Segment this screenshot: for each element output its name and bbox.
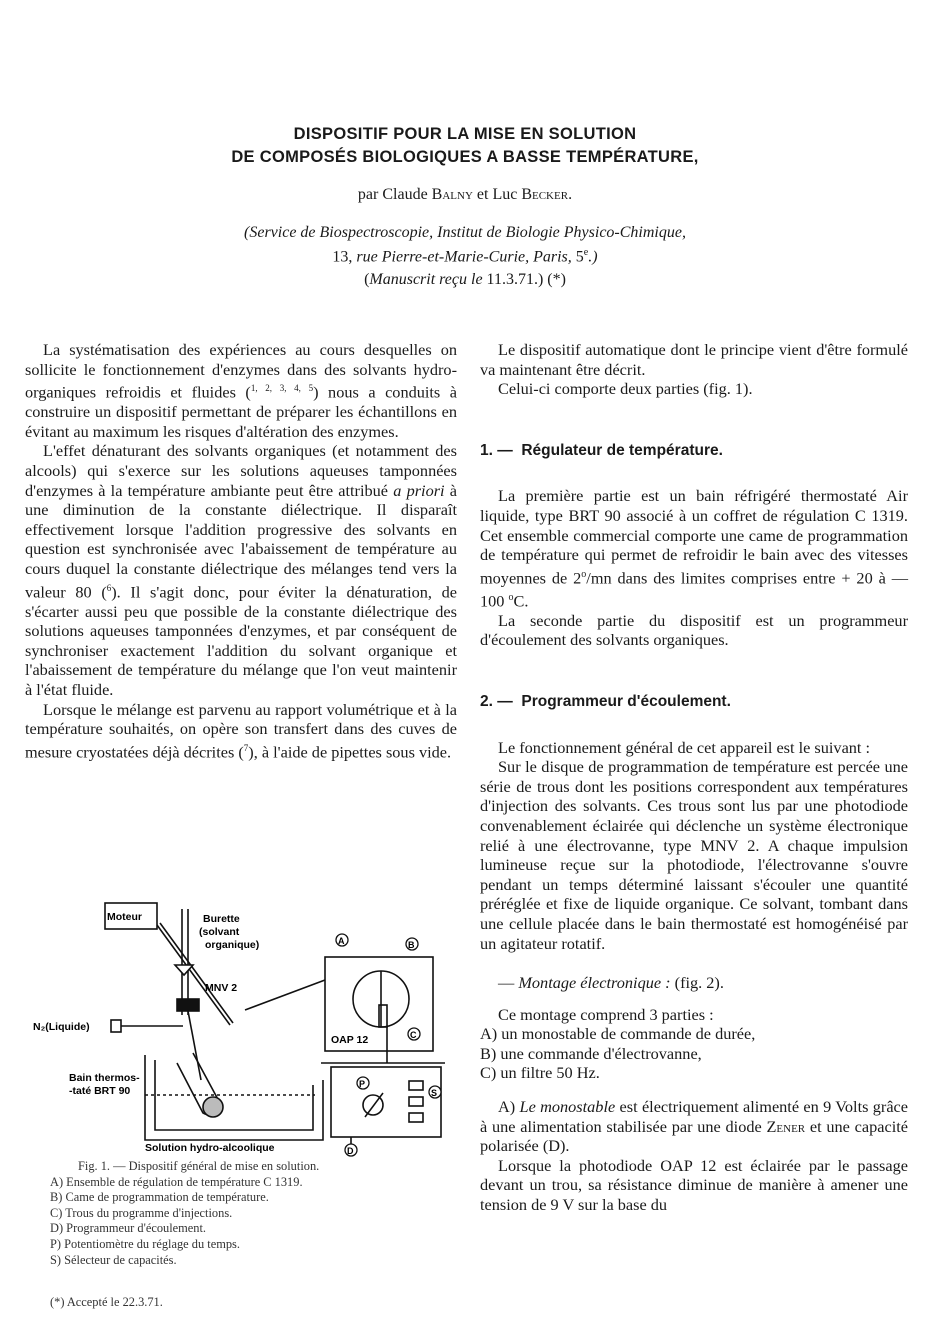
moteur-label: Moteur [107,911,142,923]
label-a: A [338,936,345,946]
caption-title: Fig. 1. — Dispositif général de mise en solution. [78,1159,320,1173]
solution-label: Solution hydro-alcoolique [145,1142,275,1154]
paragraph: A) Le monostable est électriquement alimenté en 9 Volts grâce à une alimentation stabilisée par une diode Zener et une capacité polarisée (D). [480,1097,909,1156]
paragraph: L'effet dénaturant des solvants organiques (et notamment des alcools) qui s'exerce sur les solutions aqueuses tamponnées d'enzymes à la température ambiante peut être attribué a priori à une diminution de la constante diélectrique. Il disparaît effectivement lorsque l'addition progressive des solvants en question est synchronisée avec l'abaissement de température au cours duquel la constante diélectrique des mélanges tend vers la valeur 80 ($^6$). Il s'agit donc, pour éviter la dénaturation, de s'écarter aussi peu que possible de la constante diélectrique des solutions aqueuses tamponnées d'enzymes, et par conséquent de synchroniser exactement l'addition du solvant organique et l'abaissement de température du mélange que l'on veut maintenir à l'état fluide. [25,441,458,699]
paragraph: Lorsque le mélange est parvenu au rapport volumétrique et à la température souhaités, on opère son transfert dans des cuves de mesure cryostatées déjà décrites ($^7$), à l'aide de pipettes sous vide. [25,699,457,762]
bath-outline [145,1055,323,1140]
burette-label-1: Burette [203,913,240,925]
list-item: B) une commande d'électrovanne, [480,1043,702,1063]
article-title-line-2: DE COMPOSÉS BIOLOGIQUES A BASSE TEMPÉRATURE, [231,148,699,166]
affiliation-line-2: 13, rue Pierre-et-Marie-Curie, Paris, 5e.) [332,247,598,266]
label-s: S [431,1088,438,1098]
paragraph: Celui-ci comporte deux parties (fig. 1). [498,379,753,399]
received-date: (Manuscrit reçu le 11.3.71.) (*) [364,271,566,288]
article-title-line-1: DISPOSITIF POUR LA MISE EN SOLUTION [293,125,637,143]
caption-item: B) Came de programmation de température. [50,1190,269,1205]
caption-item: A) Ensemble de régulation de température C 1319. [50,1174,303,1189]
section-heading-1: 1. — Régulateur de température. [480,441,723,459]
paragraph: La systématisation des expériences au cours desquelles on sollicite le fonctionnement d'enzymes dans des solvants hydro-organiques refroidis et fluides ($^{1, 2, 3, 4, 5}$) nous a conduits à construire un dispositif permettant de préparer les échantillons en évitant au maximum les risques d'altération des enzymes. [25,340,457,441]
bain-label-1: Bain thermos- [69,1072,140,1084]
cell-agitator [203,1097,223,1117]
list-item: C) un filtre 50 Hz. [480,1063,600,1083]
bain-label-2: -taté BRT 90 [69,1085,131,1097]
authors: par Claude Balny et Luc Becker. [357,186,573,203]
figure-1-diagram [25,895,457,1157]
paragraph: Le fonctionnement général de cet appareil est le suivant : [498,737,871,757]
mnv-label: MNV 2 [205,982,238,994]
paragraph: La seconde partie du dispositif est un programmeur d'écoulement des solvants organiques. [480,610,908,650]
burette-label-3: organique) [205,939,260,951]
figure-caption [50,1159,450,1268]
programmer-box [331,1067,441,1137]
left-column [25,340,457,762]
right-column [480,340,908,1215]
oap-label: OAP 12 [331,1034,369,1046]
label-b: B [408,940,415,950]
caption-item: S) Sélecteur de capacités. [50,1252,177,1267]
caption-item: C) Trous du programme d'injections. [50,1205,233,1220]
paragraph: La première partie est un bain réfrigéré thermostaté Air liquide, type BRT 90 associé à un coffret de régulation C 1319. Cet ensemble commercial comporte une came de programmation de température qui permet de refroidir le bain avec des vitesses moyennes de 2$^o$/mn dans des limites comprises entre + 20 à — 100 $^o$C. [480,486,908,611]
caption-item: D) Programmeur d'écoulement. [50,1221,207,1236]
paragraph: Lorsque la photodiode OAP 12 est éclairée par le passage devant un trou, sa résistance diminue de manière à amener une tension de 9 V sur la base du [480,1155,908,1215]
caption-item: P) Potentiomètre du réglage du temps. [50,1236,240,1251]
section-heading-2: 2. — Programmeur d'écoulement. [480,692,731,710]
paragraph: Sur le disque de programmation de température est percée une série de trous dont les positions correspondent aux températures d'injection des solvants. Ces trous sont lus par une photodiode convenablement éclairée qui déclenche un système électronique relié à une électrovanne, type MNV 2. A chaque impulsion lumineuse reçue sur la photodiode, l'électrovanne s'ouvre pendant un temps déterminé laissant s'écouler une quantité préréglée et fixe de liquide organique. Ce solvant, tombant dans une cellule placée dans le bain thermostaté est homogénéisé par un agitateur rotatif. [480,757,908,953]
label-p: P [359,1079,366,1089]
montage-heading: — Montage électronique : (fig. 2). [498,973,724,993]
label-d: D [347,1146,354,1156]
paragraph: Le dispositif automatique dont le principe vient d'être formulé va maintenant être décrit. [480,340,908,379]
paragraph: Ce montage comprend 3 parties : [498,1004,714,1024]
footnote: (*) Accepté le 22.3.71. [50,1295,163,1309]
label-c: C [410,1030,417,1040]
burette-label-2: (solvant [199,926,240,938]
affiliation-line-1: (Service de Biospectroscopie, Institut de Biologie Physico-Chimique, [244,224,686,241]
n2-label: N₂(Liquide) [33,1021,90,1033]
list-item: A) un monostable de commande de durée, [480,1024,756,1044]
